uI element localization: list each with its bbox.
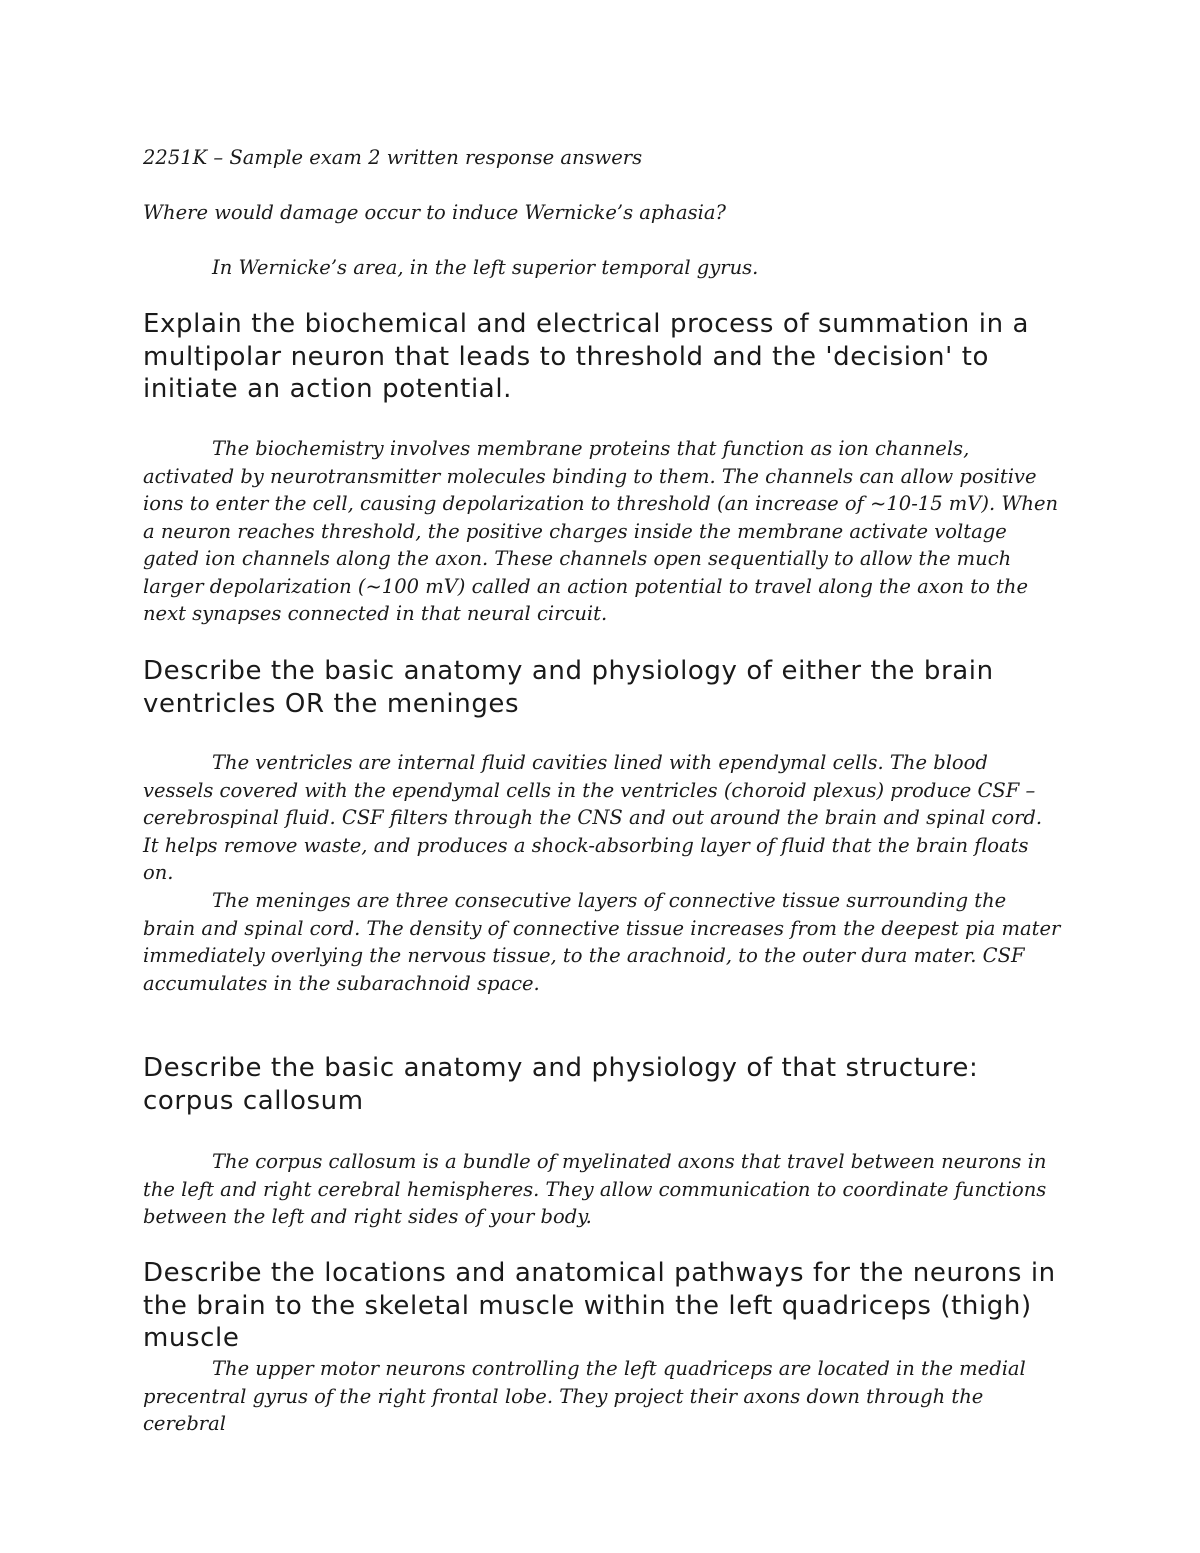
heading-motor-pathway: Describe the locations and anatomical pathways for the neurons in the brain to the skeletal muscle within the left quadriceps (thigh) muscle — [143, 1258, 1056, 1353]
answer-summation: The biochemistry involves membrane proteins that function as ion channels, activated by neurotransmitter molecules binding to them. The channels can allow positive ions to enter the cell, causing depolarization to threshold (an increase of ~10-15 mV). When a neuron reaches threshold, the positive charges inside the membrane activate voltage gated ion channels along the axon. These channels open sequentially to allow the much larger depolarization (~100 mV) called an action potential to travel along the axon to the next synapses connected in that neural circuit. — [143, 437, 1059, 625]
heading-summation: Explain the biochemical and electrical process of summation in a multipolar neuron that leads to threshold and the 'decision' to initiate an action potential. — [143, 309, 1030, 404]
heading-ventricles-meninges: Describe the basic anatomy and physiology of either the brain ventricles OR the meninges — [143, 656, 994, 719]
heading-corpus-callosum: Describe the basic anatomy and physiology of that structure: corpus callosum — [143, 1053, 979, 1116]
question-wernicke: Where would damage occur to induce Wernicke’s aphasia? — [143, 201, 726, 224]
answer-wernicke: In Wernicke’s area, in the left superior temporal gyrus. — [212, 256, 759, 279]
document-title: 2251K – Sample exam 2 written response answers — [143, 146, 643, 169]
answer-motor-pathway: The upper motor neurons controlling the left quadriceps are located in the medial precentral gyrus of the right frontal lobe. They project their axons down through the cerebral — [143, 1357, 1026, 1435]
answer-meninges: The meninges are three consecutive layers of connective tissue surrounding the brain and spinal cord. The density of connective tissue increases from the deepest pia mater immediately overlying the nervous tissue, to the arachnoid, to the outer dura mater. CSF accumulates in the subarachnoid space. — [143, 889, 1061, 995]
answer-ventricles: The ventricles are internal fluid cavities lined with ependymal cells. The blood vessels covered with the ependymal cells in the ventricles (choroid plexus) produce CSF – cerebrospinal fluid. CSF filters through the CNS and out around the brain and spinal cord. It helps remove waste, and produces a shock-absorbing layer of fluid that the brain floats on. — [143, 751, 1043, 884]
answer-corpus-callosum: The corpus callosum is a bundle of myelinated axons that travel between neurons in the left and right cerebral hemispheres. They allow communication to coordinate functions between the left and right sides of your body. — [143, 1150, 1047, 1228]
